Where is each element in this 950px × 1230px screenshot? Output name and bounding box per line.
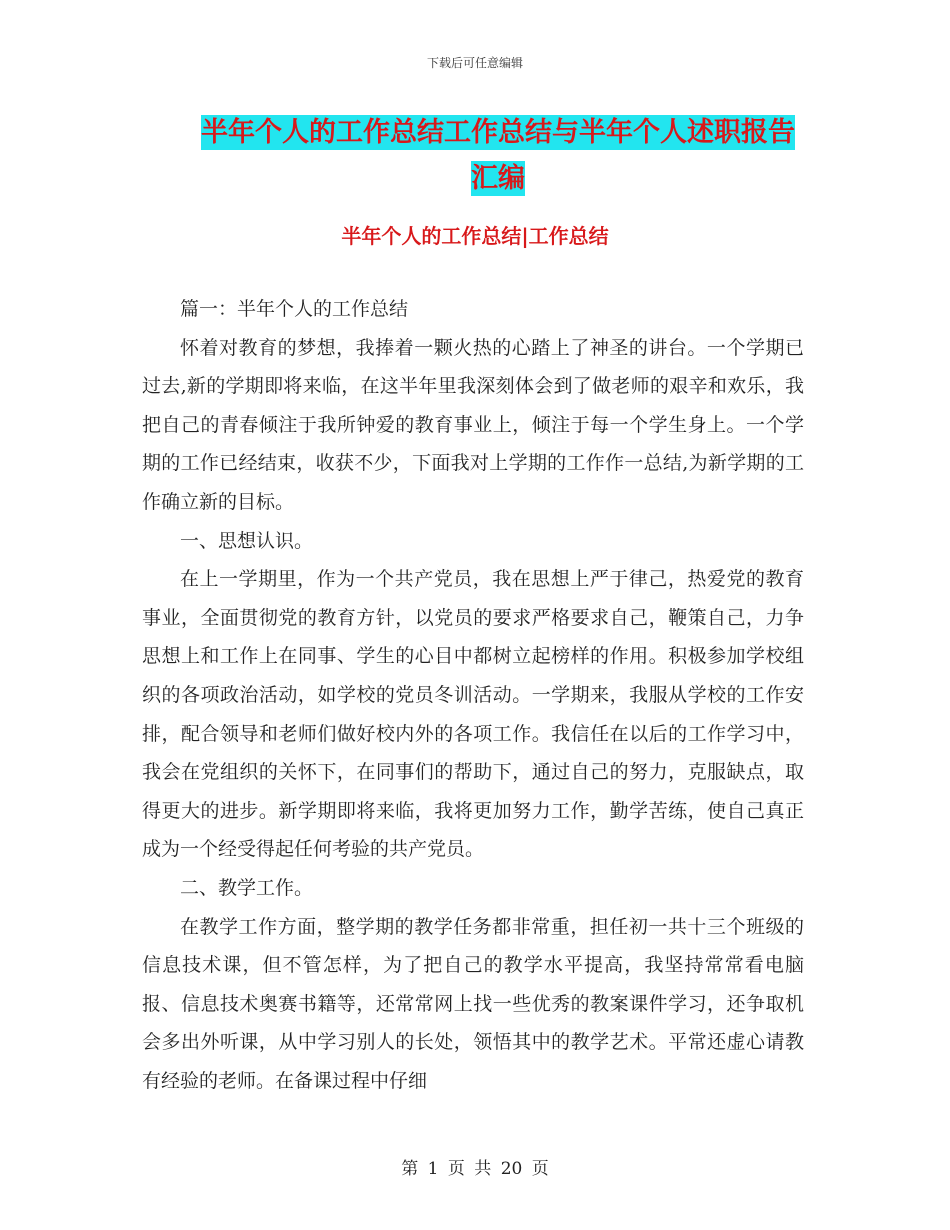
document-title-text: 半年个人的工作总结工作总结与半年个人述职报告汇编 bbox=[201, 117, 795, 194]
paragraph: 二、教学工作。 bbox=[180, 876, 314, 899]
page-number-footer: 第 1 页 共 20 页 bbox=[401, 1159, 549, 1179]
paragraph: 在上一学期里，作为一个共产党员，我在思想上严于律己，热爱党的教育事业，全面贯彻党的教育方针，以党员的要求严格要求自己，鞭策自己，力争思想上和工作上在同事、学生的心目中都树立起榜样的作用。积极参加学校组织的各项政治活动，如学校的党员冬训活动。一学期来，我服从学校的工作安排，配合领导和老师们做好校内外的各项工作。我信任在以后的工作学习中，我会在党组织的关怀下，在同事们的帮助下，通过自己的努力，克服缺点，取得更大的进步。新学期即将来临，我将更加努力工作，勤学苦练，使自己真正成为一个经受得起任何考验的共产党员。 bbox=[142, 568, 804, 861]
paragraph: 一、思想认识。 bbox=[180, 529, 314, 552]
document-body bbox=[142, 290, 804, 1100]
paragraph: 在教学工作方面，整学期的教学任务都非常重，担任初一共十三个班级的信息技术课，但不管怎样，为了把自己的教学水平提高，我坚持常常看电脑报、信息技术奥赛书籍等，还常常网上找一些优秀的教案课件学习，还争取机会多出外听课，从中学习别人的长处，领悟其中的教学艺术。平常还虚心请教有经验的老师。在备课过程中仔细 bbox=[142, 915, 804, 1092]
paragraph: 篇一：半年个人的工作总结 bbox=[180, 298, 409, 320]
document-title bbox=[188, 110, 808, 202]
section-title: 半年个人的工作总结|工作总结 bbox=[341, 224, 609, 248]
header-note: 下载后可任意编辑 bbox=[426, 56, 523, 70]
paragraph: 怀着对教育的梦想，我捧着一颗火热的心踏上了神圣的讲台。一个学期已过去,新的学期即将来临，在这半年里我深刻体会到了做老师的艰辛和欢乐，我把自己的青春倾注于我所钟爱的教育事业上，倾注于每一个学生身上。一个学期的工作已经结束，收获不少，下面我对上学期的工作作一总结,为新学期的工作确立新的目标。 bbox=[142, 336, 804, 513]
